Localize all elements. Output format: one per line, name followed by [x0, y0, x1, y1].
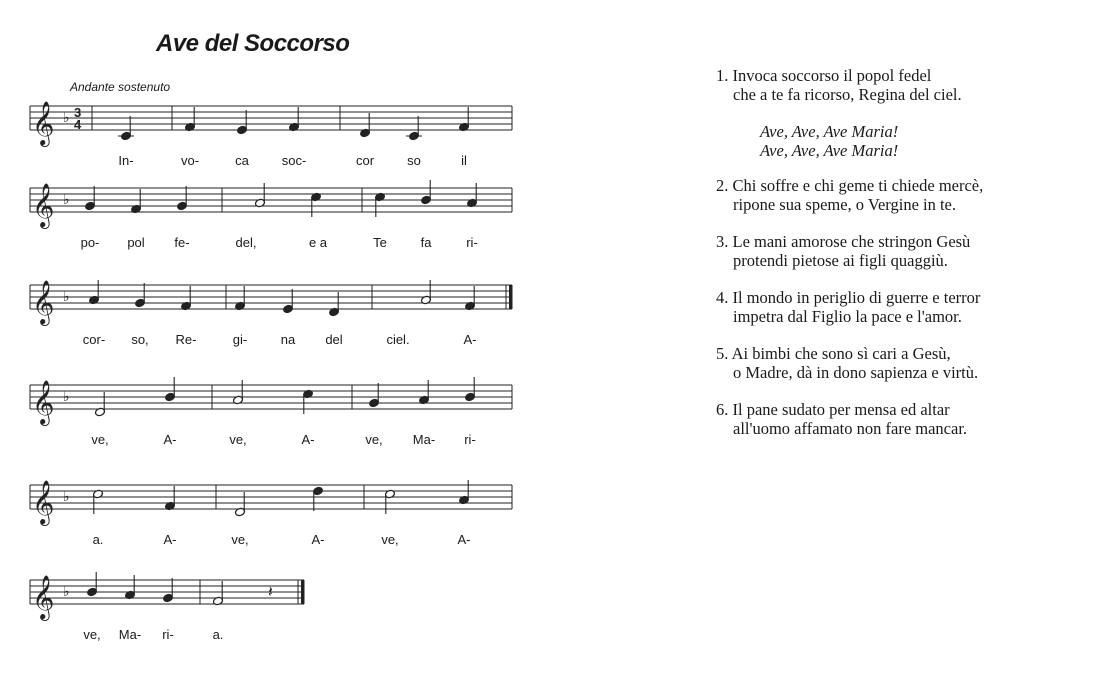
key-signature-flat: ♭	[63, 289, 70, 305]
lyric-syllable: cor-	[82, 332, 106, 347]
treble-clef: 𝄞	[32, 101, 55, 145]
verse-5-line-1: Ai bimbi che sono sì cari a Gesù,	[731, 344, 951, 363]
lyric-syllable: a.	[92, 532, 104, 547]
lyric-syllable: ve,	[231, 532, 249, 547]
verse-5-line-2: o Madre, dà in dono sapienza e virtù.	[733, 363, 979, 382]
lyric-syllable: ve,	[365, 432, 383, 447]
verse-6-line-1: Il pane sudato per mensa ed altar	[732, 400, 950, 419]
lyric-syllable: so,	[131, 332, 149, 347]
verse-4: 4. Il mondo in periglio di guerre e terror impetra dal Figlio la pace e l'amor.	[716, 288, 983, 326]
lyric-syllable: A-	[163, 532, 177, 547]
lyric-syllable: del,	[235, 235, 257, 250]
lyric-syllable: ri-	[466, 235, 478, 250]
lyric-syllable: A-	[163, 432, 177, 447]
treble-clef: 𝄞	[32, 480, 55, 524]
lyric-syllable: pol	[127, 235, 145, 250]
lyric-syllable: so	[407, 153, 421, 168]
verse-2-line-1: Chi soffre e chi geme ti chiede mercè,	[732, 176, 984, 195]
verse-1: 1. Invoca soccorso il popol fedel che a te fa ricorso, Regina del ciel.	[716, 66, 983, 104]
verse-2: 2. Chi soffre e chi geme ti chiede mercè, ripone sua speme, o Vergine in te.	[716, 176, 984, 214]
lyric-syllable: A-	[311, 532, 325, 547]
lyric-syllable: In-	[118, 153, 134, 168]
final-barline	[301, 580, 304, 604]
verses-block	[716, 66, 983, 456]
refrain	[760, 122, 983, 160]
lyric-syllable: ciel.	[386, 332, 410, 347]
lyric-syllable: ve,	[91, 432, 109, 447]
key-signature-flat: ♭	[63, 389, 70, 405]
verse-4-line-2: impetra dal Figlio la pace e l'amor.	[733, 307, 962, 326]
lyric-syllable: ri-	[162, 627, 174, 642]
verse-2-line-2: ripone sua speme, o Vergine in te.	[733, 195, 957, 214]
treble-clef: 𝄞	[32, 575, 55, 619]
lyric-syllable: gi-	[232, 332, 248, 347]
lyric-syllable: Ma-	[118, 627, 142, 642]
lyric-syllable: ve,	[229, 432, 247, 447]
lyric-syllable: Re-	[175, 332, 197, 347]
lyric-syllable: A-	[301, 432, 315, 447]
time-signature-top: 3	[74, 105, 82, 120]
refrain-line-2: Ave, Ave, Ave Maria!	[760, 141, 899, 160]
quarter-rest: 𝄽	[268, 582, 273, 601]
lyric-syllable: ve,	[83, 627, 101, 642]
tempo-marking: Andante sostenuto	[70, 80, 171, 94]
lyric-syllable: ve,	[381, 532, 399, 547]
lyric-syllable: soc-	[281, 153, 307, 168]
verse-6-line-2: all'uomo affamato non fare mancar.	[733, 419, 968, 438]
verse-3-line-1: Le mani amorose che stringon Gesù	[732, 232, 971, 251]
verse-1-line-2: che a te fa ricorso, Regina del ciel.	[733, 85, 962, 104]
music-score	[0, 0, 540, 696]
key-signature-flat: ♭	[63, 584, 70, 600]
key-signature-flat: ♭	[63, 110, 70, 126]
key-signature-flat: ♭	[63, 489, 70, 505]
lyric-syllable: fe-	[174, 235, 190, 250]
lyric-syllable: e a	[308, 235, 328, 250]
verse-3: 3. Le mani amorose che stringon Gesù protendi pietose ai figli quaggiù.	[716, 232, 983, 270]
verse-5: 5. Ai bimbi che sono sì cari a Gesù, o Madre, dà in dono sapienza e virtù.	[716, 344, 983, 382]
lyric-syllable: il	[461, 153, 467, 168]
lyric-syllable: A-	[463, 332, 477, 347]
verse-6: 6. Il pane sudato per mensa ed altar all'uomo affamato non fare mancar.	[716, 400, 983, 438]
lyric-syllable: ri-	[464, 432, 476, 447]
verse-1-line-1: Invoca soccorso il popol fedel	[732, 66, 932, 85]
verse-3-line-2: protendi pietose ai figli quaggiù.	[733, 251, 948, 270]
verse-4-line-1: Il mondo in periglio di guerre e terror	[732, 288, 981, 307]
treble-clef: 𝄞	[32, 380, 55, 424]
key-signature-flat: ♭	[63, 192, 70, 208]
lyric-syllable: cor	[355, 153, 375, 168]
treble-clef: 𝄞	[32, 280, 55, 324]
lyric-syllable: Ma-	[412, 432, 436, 447]
lyric-syllable: Te	[373, 235, 387, 250]
lyric-syllable: po-	[80, 235, 100, 250]
lyric-syllable: del	[325, 332, 343, 347]
lyric-syllable: na	[280, 332, 296, 347]
time-signature-bottom: 4	[74, 117, 82, 132]
lyric-syllable: A-	[457, 532, 471, 547]
final-barline	[509, 285, 512, 309]
lyric-syllable: a.	[212, 627, 224, 642]
song-title: Ave del Soccorso	[156, 30, 350, 57]
treble-clef: 𝄞	[32, 183, 55, 227]
lyric-syllable: fa	[420, 235, 432, 250]
refrain-line-1: Ave, Ave, Ave Maria!	[760, 122, 899, 141]
lyric-syllable: vo-	[180, 153, 200, 168]
lyric-syllable: ca	[235, 153, 249, 168]
